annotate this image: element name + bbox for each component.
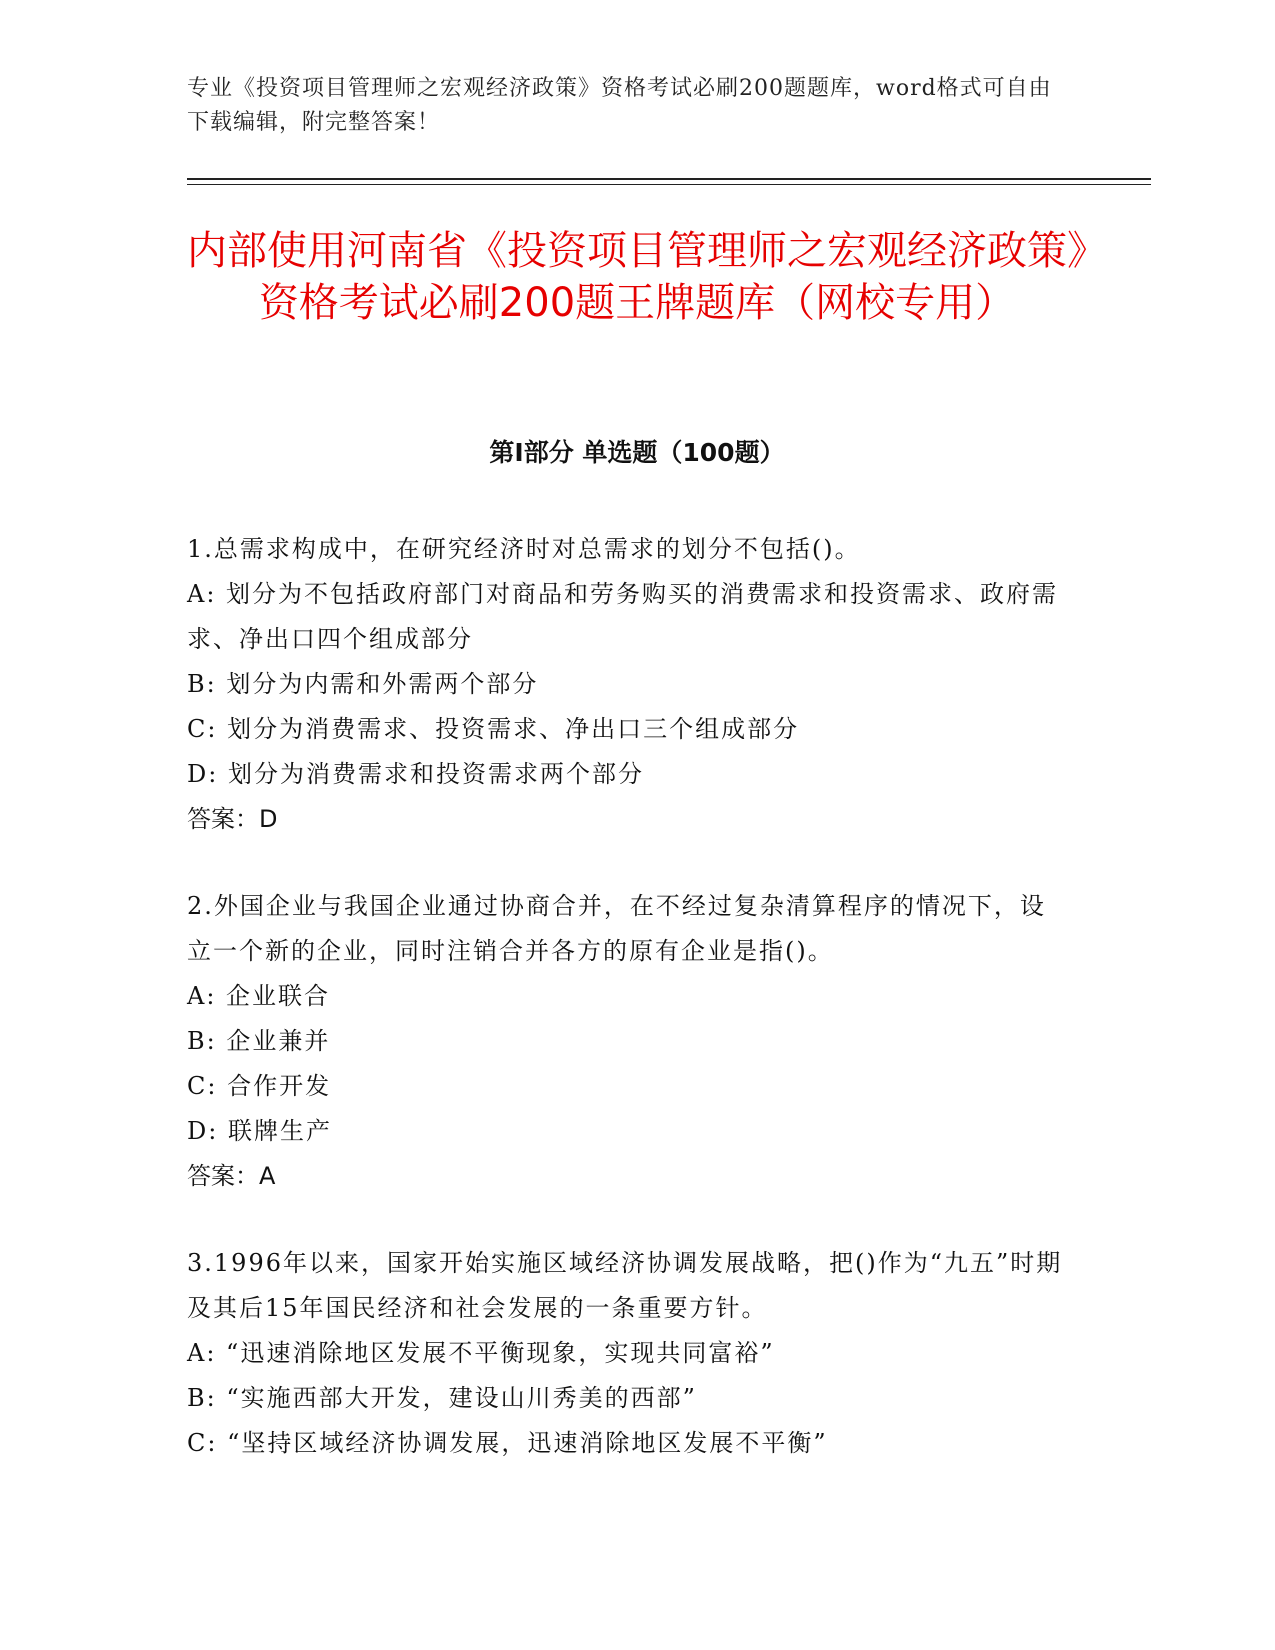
option-d: D: 联牌生产 [187, 1117, 332, 1145]
option-c: C: 合作开发 [187, 1072, 332, 1100]
option-c: C: “坚持区域经济协调发展，迅速消除地区发展不平衡” [187, 1429, 828, 1457]
question-stem: 3.1996年以来，国家开始实施区域经济协调发展战略，把()作为“九五”时期及其后15年国民经济和社会发展的一条重要方针。 [187, 1249, 1063, 1322]
option-b: B: “实施西部大开发，建设山川秀美的西部” [187, 1384, 697, 1412]
question-2 [187, 884, 1067, 1199]
option-a: A: “迅速消除地区发展不平衡现象，实现共同富裕” [187, 1339, 775, 1367]
question-stem: 1.总需求构成中，在研究经济时对总需求的划分不包括()。 [187, 535, 861, 563]
option-c: C: 划分为消费需求、投资需求、净出口三个组成部分 [187, 715, 800, 743]
option-d: D: 划分为消费需求和投资需求两个部分 [187, 760, 644, 788]
answer: 答案：A [187, 1162, 276, 1190]
question-3 [187, 1241, 1067, 1466]
header-divider-thin [187, 184, 1151, 185]
document-title: 内部使用河南省《投资项目管理师之宏观经济政策》资格考试必刷200题王牌题库（网校专用） [187, 228, 1087, 326]
option-a: A: 企业联合 [187, 982, 331, 1010]
header-divider-thick [187, 178, 1151, 180]
answer: 答案：D [187, 805, 278, 833]
option-b: B: 划分为内需和外需两个部分 [187, 670, 539, 698]
header-note: 专业《投资项目管理师之宏观经济政策》资格考试必刷200题题库，word格式可自由下载编辑，附完整答案！ [187, 76, 1052, 135]
option-b: B: 企业兼并 [187, 1027, 331, 1055]
question-list [187, 527, 1067, 1508]
option-a: A: 划分为不包括政府部门对商品和劳务购买的消费需求和投资需求、政府需求、净出口四个组成部分 [187, 580, 1059, 653]
section-title: 第Ⅰ部分 单选题（100题） [489, 438, 785, 467]
question-stem: 2.外国企业与我国企业通过协商合并，在不经过复杂清算程序的情况下，设立一个新的企业，同时注销合并各方的原有企业是指()。 [187, 892, 1046, 965]
question-1 [187, 527, 1067, 842]
